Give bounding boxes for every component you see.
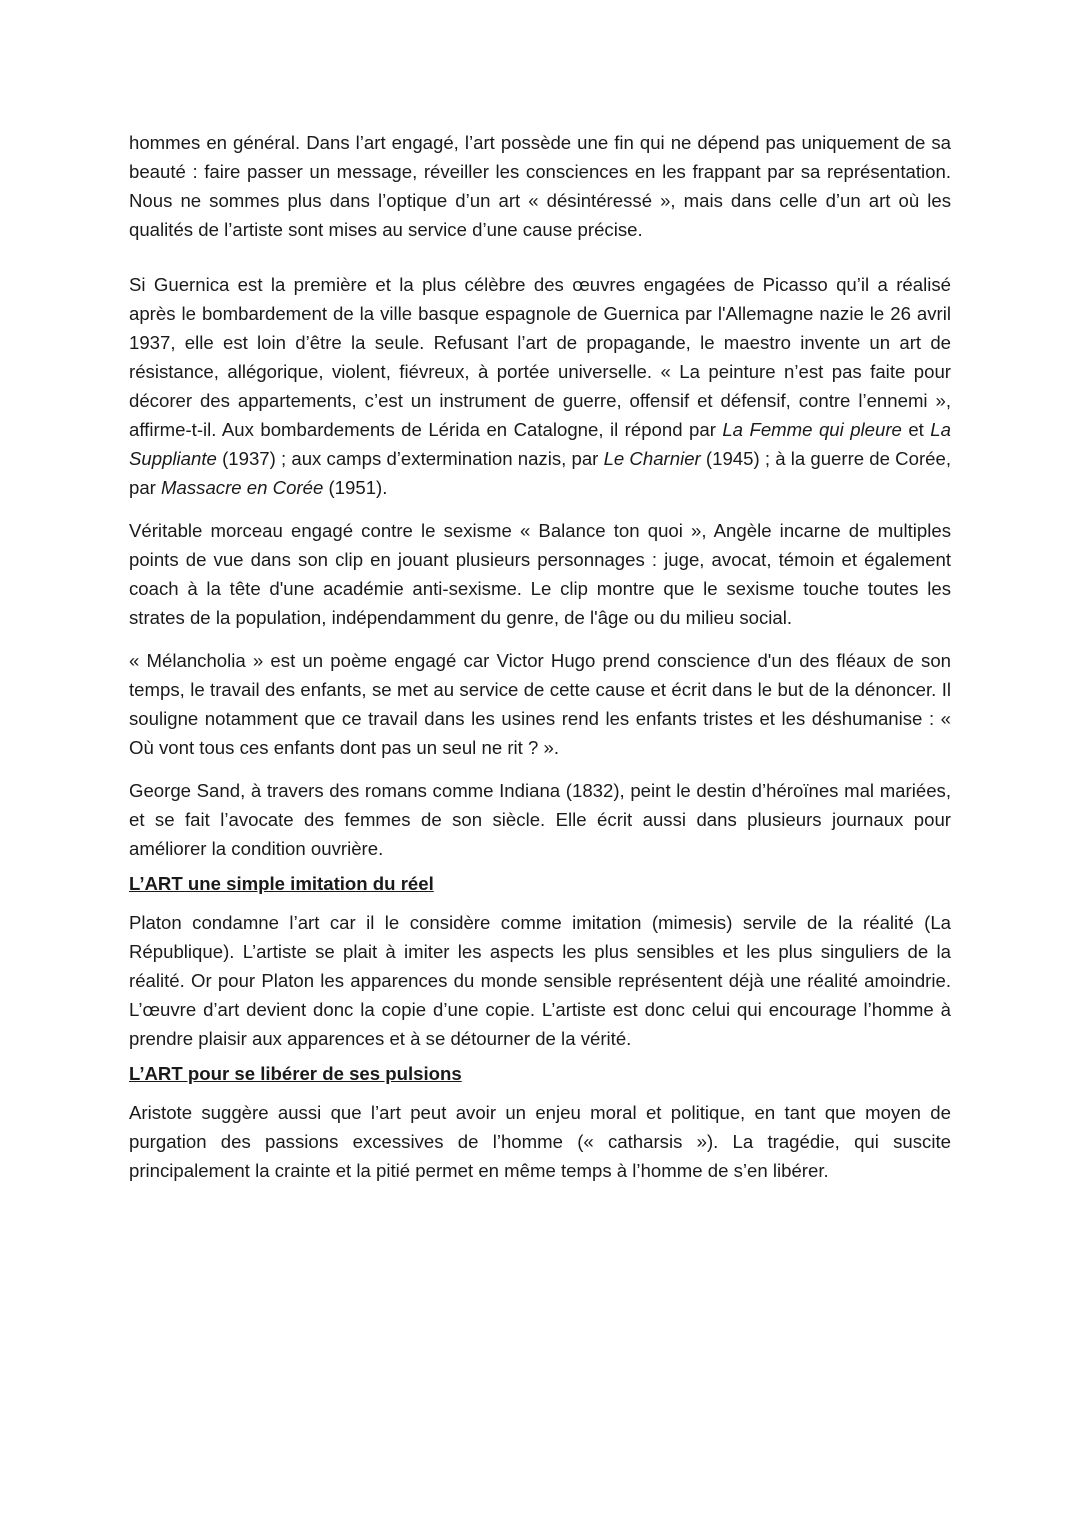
artwork-title-la-suppliante: La Suppliante [129,419,951,469]
paragraph-melancholia: « Mélancholia » est un poème engagé car Victor Hugo prend conscience d'un des fléaux de son temps, le travail des enfants, se met au service de cette cause et écrit dans le but de la dénoncer. Il souligne notamment que ce travail dans les usines rend les enfants tristes et les déshumanise : « Où vont tous ces enfants dont pas un seul ne rit ? ». [129,650,951,758]
paragraph-platon: Platon condamne l’art car il le considère comme imitation (mimesis) servile de la réalité (La République). L’artiste se plait à imiter les aspects les plus sensibles et les plus singuliers de la réalité. Or pour Platon les apparences du monde sensible représentent déjà une réalité amoindrie. L’œuvre d’art devient donc la copie d’une copie. L’artiste est donc celui qui encourage l’homme à prendre plaisir aux apparences et à se détourner de la vérité. [129,912,951,1049]
paragraph-angele: Véritable morceau engagé contre le sexisme « Balance ton quoi », Angèle incarne de multiples points de vue dans son clip en jouant plusieurs personnages : juge, avocat, témoin et également coach à la tête d'une académie anti-sexisme. Le clip montre que le sexisme touche toutes les strates de la population, indépendamment du genre, de l'âge ou du milieu social. [129,520,951,628]
text-run: (1945) ; à la guerre de Corée, par [129,448,951,498]
section-heading-pulsions: L’ART pour se libérer de ses pulsions [129,1063,462,1084]
artwork-title-massacre-en-coree: Massacre en Corée [161,477,324,498]
section-heading-imitation: L’ART une simple imitation du réel [129,873,434,894]
paragraph-picasso-guernica [129,270,951,502]
paragraph-george-sand: George Sand, à travers des romans comme Indiana (1832), peint le destin d’héroïnes mal mariées, et se fait l’avocate des femmes de son siècle. Elle écrit aussi dans plusieurs journaux pour améliorer la condition ouvrière. [129,780,951,859]
paragraph-aristote: Aristote suggère aussi que l’art peut avoir un enjeu moral et politique, en tant que moyen de purgation des passions excessives de l’homme (« catharsis »). La tragédie, qui suscite principalement la crainte et la pitié permet en même temps à l’homme de s’en libérer. [129,1102,951,1181]
text-run: Si Guernica est la première et la plus célèbre des œuvres engagées de Picasso qu’il a réalisé après le bombardement de la ville basque espagnole de Guernica par l'Allemagne nazie le 26 avril 1937, elle est loin d’être la seule. Refusant l’art de propagande, le maestro invente un art de résistance, allégorique, violent, fiévreux, à portée universelle. « La peinture n’est pas faite pour décorer des appartements, c’est un instrument de guerre, offensif et défensif, contre l’ennemi », affirme-t-il. Aux bombardements de Lérida en Catalogne, il répond par [129,274,951,440]
artwork-title-la-femme-qui-pleure: La Femme qui pleure [722,419,902,440]
text-run: (1937) ; aux camps d’extermination nazis, par [216,448,604,469]
text-run: et [901,419,931,440]
document-page [129,128,951,1185]
artwork-title-le-charnier: Le Charnier [603,448,701,469]
text-run: (1951). [323,477,388,498]
paragraph-art-engage: hommes en général. Dans l’art engagé, l’art possède une fin qui ne dépend pas uniquement de sa beauté : faire passer un message, réveiller les consciences en les frappant par sa représentation. Nous ne sommes plus dans l’optique d’un art « désintéressé », mais dans celle d’un art où les qualités de l’artiste sont mises au service d’une cause précise. [129,132,951,240]
